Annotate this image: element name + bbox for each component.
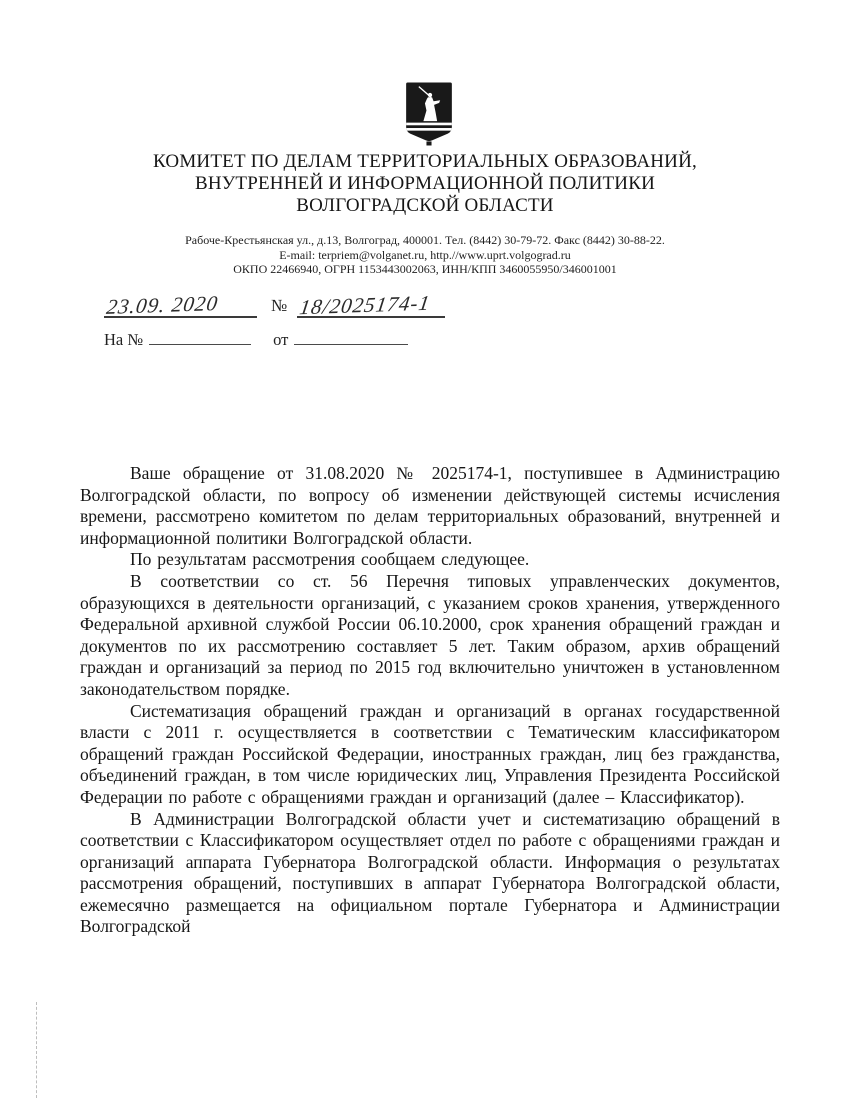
contact-address: Рабоче-Крестьянская ул., д.13, Волгоград, 400001. Тел. (8442) 30-79-72. Факс (8442) 30-88-22. [185,233,665,247]
contact-email-web: E-mail: terpriem@volganet.ru, http.//www.uprt.volgograd.ru [279,247,571,262]
scan-artifact-line [36,1002,37,1098]
reference-block [104,292,445,350]
body-paragraph: В соответствии со ст. 56 Перечня типовых управленческих документов, образующихся в деятельности организаций, с указанием сроков хранения, утвержденного Федеральной архивной службой России 06.10.2000, срок хранения обращений граждан и документов по их рассмотрению составляет 5 лет. Таким образом, архив обращений граждан и организаций за период по 2015 год включительно уничтожен в установленном законодательством порядке. [80,570,780,699]
handwritten-number: 18/2025174-1 [298,290,433,320]
body-paragraph: Ваше обращение от 31.08.2020 № 2025174-1, поступившее в Администрацию Волгоградской области, по вопросу об изменении действующей системы исчисления времени, рассмотрено комитетом по делам территориальных образований, внутренней и информационной политики Волгоградской области. [80,463,780,548]
body-paragraph: Систематизация обращений граждан и организаций в органах государственной власти с 2011 г. осуществляется в соответствии с Тематическим классификатором обращений граждан Российской Федерации, иностранных граждан, лиц без гражданства, объединений граждан, в том числе юридических лиц, Управления Президента Российской Федерации по работе с обращениями граждан и организаций (далее – Классификатор). [80,700,780,807]
organization-name [0,151,850,217]
incoming-reference-line [104,328,445,350]
body-paragraph: В Администрации Волгоградской области учет и систематизацию обращений в соответствии с Классификатором осуществляет отдел по работе с обращениями граждан и организаций аппарата Губернатора Волгоградской области. Информация о результатах рассмотрения обращений, поступивших в аппарат Губернатора Волгоградской области, ежемесячно размещается на официальном портале Губернатора и Администрации Волгоградской [80,808,780,937]
blank-underline-date [294,328,408,345]
letter-body [80,463,780,938]
reply-from-label: от [273,330,289,349]
org-name-line3: ВОЛГОГРАДСКОЙ ОБЛАСТИ [296,195,554,216]
reply-to-number-label: На № [104,330,144,349]
contact-registry-codes: ОКПО 22466940, ОГРН 1153443002063, ИНН/КПП 3460055950/346001001 [233,262,617,276]
blank-underline-number [149,328,251,345]
date-underline [104,292,257,318]
number-sign-label: № [271,296,288,315]
org-name-line1: КОМИТЕТ ПО ДЕЛАМ ТЕРРИТОРИАЛЬНЫХ ОБРАЗОВАНИЙ, [153,151,697,172]
org-name-line2: ВНУТРЕННЕЙ И ИНФОРМАЦИОННОЙ ПОЛИТИКИ [194,173,656,194]
number-underline [297,292,445,318]
body-paragraph: По результатам рассмотрения сообщаем следующее. [130,549,530,570]
volgograd-coat-of-arms-icon [404,82,454,146]
contact-block [0,233,850,277]
handwritten-date: 23.09. 2020 [105,291,220,319]
outgoing-reference-line [104,292,445,320]
